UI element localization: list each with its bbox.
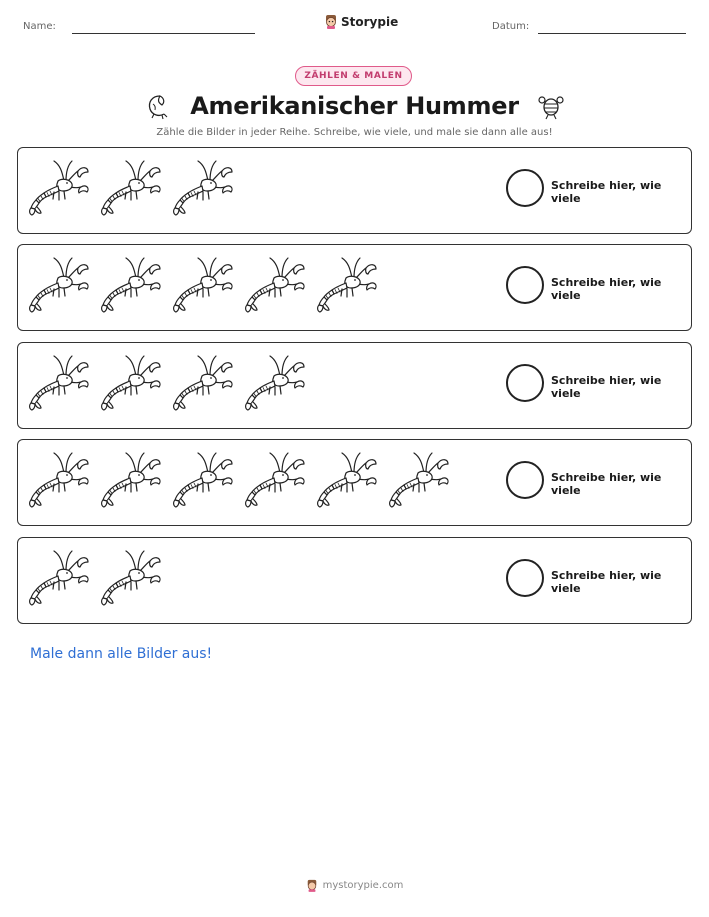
count-row-3 xyxy=(17,342,692,429)
count-row-4 xyxy=(17,439,692,526)
lobster-icon[interactable] xyxy=(172,352,234,412)
lobster-group xyxy=(28,547,162,607)
lobster-icon[interactable] xyxy=(100,352,162,412)
lobster-icon[interactable] xyxy=(388,449,450,509)
lobster-icon[interactable] xyxy=(172,157,234,217)
count-row-2 xyxy=(17,244,692,331)
storypie-logo-icon xyxy=(306,879,318,892)
lobster-icon[interactable] xyxy=(28,547,90,607)
answer-circle[interactable] xyxy=(506,364,544,402)
answer-circle[interactable] xyxy=(506,266,544,304)
answer-circle[interactable] xyxy=(506,559,544,597)
lobster-icon[interactable] xyxy=(244,449,306,509)
lobster-group xyxy=(28,449,450,509)
lobster-group xyxy=(28,352,306,412)
lobster-icon[interactable] xyxy=(316,449,378,509)
lobster-icon[interactable] xyxy=(28,449,90,509)
lobster-icon[interactable] xyxy=(172,254,234,314)
answer-label: Schreibe hier, wie viele xyxy=(551,569,662,595)
lobster-icon[interactable] xyxy=(28,254,90,314)
answer-circle[interactable] xyxy=(506,461,544,499)
date-label: Datum: xyxy=(492,21,530,32)
lobster-group xyxy=(28,157,234,217)
lobster-icon[interactable] xyxy=(28,157,90,217)
answer-circle[interactable] xyxy=(506,169,544,207)
lobster-claw-icon xyxy=(144,92,172,120)
lobster-icon[interactable] xyxy=(172,449,234,509)
instructions-subtitle: Zähle die Bilder in jeder Reihe. Schreibe, wie viele, und male sie dann alle aus! xyxy=(156,127,553,138)
count-row-1 xyxy=(17,147,692,234)
brand-logo xyxy=(324,14,398,29)
lobster-icon[interactable] xyxy=(244,254,306,314)
count-row-5 xyxy=(17,537,692,624)
name-line[interactable] xyxy=(72,33,255,34)
answer-label: Schreibe hier, wie viele xyxy=(551,471,662,497)
answer-label: Schreibe hier, wie viele xyxy=(551,276,662,302)
lobster-icon[interactable] xyxy=(316,254,378,314)
lobster-icon[interactable] xyxy=(100,254,162,314)
lobster-icon[interactable] xyxy=(100,157,162,217)
category-badge: ZÄHLEN & MALEN xyxy=(295,66,412,86)
color-instruction: Male dann alle Bilder aus! xyxy=(30,646,213,662)
lobster-armor-icon xyxy=(537,92,565,120)
footer-url[interactable]: mystorypie.com xyxy=(322,880,404,891)
storypie-logo-icon xyxy=(324,14,338,29)
answer-label: Schreibe hier, wie viele xyxy=(551,374,662,400)
date-line[interactable] xyxy=(538,33,686,34)
lobster-icon[interactable] xyxy=(28,352,90,412)
lobster-icon[interactable] xyxy=(100,547,162,607)
footer xyxy=(0,879,709,892)
brand-name: Storypie xyxy=(341,14,399,29)
page-title: Amerikanischer Hummer xyxy=(190,92,519,120)
name-label: Name: xyxy=(23,21,56,32)
lobster-icon[interactable] xyxy=(100,449,162,509)
lobster-icon[interactable] xyxy=(244,352,306,412)
title-row xyxy=(0,88,709,124)
lobster-group xyxy=(28,254,378,314)
answer-label: Schreibe hier, wie viele xyxy=(551,179,662,205)
